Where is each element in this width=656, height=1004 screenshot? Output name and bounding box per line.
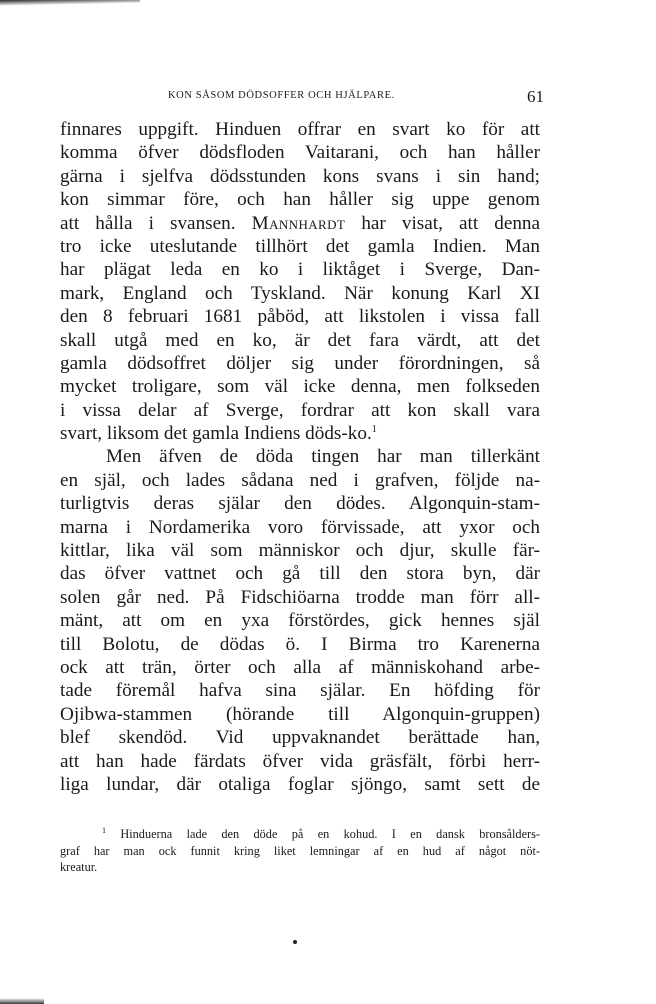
text-line: marna i Nordamerika voro förvissade, att yxor och (60, 516, 540, 538)
footnote-line: graf har man ock funnit kring liket lemningar af en hud af något nöt- (60, 843, 540, 858)
text-line: mycket troligare, som väl icke denna, men folkseden (60, 376, 540, 398)
text-line: skall utgå med en ko, är det fara värdt, att det (60, 329, 540, 351)
text-line: solen går ned. På Fidschiöarna trodde man förr all- (60, 586, 540, 608)
scan-edge-bottom (0, 998, 44, 1004)
author-name: Mannhardt (251, 212, 346, 234)
print-mark (293, 940, 297, 944)
text-line: en själ, och lades sådana ned i grafven, följde na- (60, 469, 540, 491)
text-line: liga lundar, där otaliga foglar sjöngo, samt sett de (60, 773, 540, 795)
text-line (60, 422, 540, 445)
text-line: till Bolotu, de dödas ö. I Birma tro Karenerna (60, 633, 540, 655)
text-line: har plägat leda en ko i liktåget i Sverge, Dan- (60, 259, 540, 281)
text-fragment: att hålla i svansen. (60, 212, 236, 234)
footnote (60, 826, 540, 876)
text-line: kittlar, lika väl som människor och djur, skulle fär- (60, 540, 540, 562)
text-line: mänt, att om en yxa förstördes, gick hennes själ (60, 610, 540, 632)
text-line: tade föremål hafva sina själar. En höfding för (60, 680, 540, 702)
footnote-text: Hinduerna lade den döde på en kohud. I en dansk bronsålders- (120, 827, 540, 841)
text-line: gamla dödsoffret döljer sig under förordningen, så (60, 352, 540, 374)
text-line: att han hade färdats öfver vida gräsfält, förbi herr- (60, 750, 540, 772)
footnote-marker: 1 (102, 826, 106, 835)
body-text (60, 118, 540, 796)
text-fragment: har visat, att denna (361, 212, 541, 234)
text-fragment: svart, liksom det gamla Indiens döds-ko. (60, 423, 372, 445)
text-line: i vissa delar af Sverge, fordrar att kon skall vara (60, 399, 540, 421)
text-line: turligtvis deras själar den dödes. Algonquin-stam- (60, 493, 540, 515)
text-line (60, 212, 540, 235)
text-line: das öfver vattnet och gå till den stora byn, där (60, 563, 540, 585)
text-line: tro icke uteslutande tillhört det gamla Indien. Man (60, 235, 540, 257)
scan-edge-top (0, 0, 140, 6)
text-line: den 8 februari 1681 påböd, att likstolen i vissa fall (60, 306, 540, 328)
text-line: blef skendöd. Vid uppvaknandet berättade han, (60, 727, 540, 749)
page-number: 61 (527, 87, 544, 106)
text-line: finnares uppgift. Hinduen offrar en svart ko för att (60, 119, 540, 140)
text-line: gärna i sjelfva dödsstunden kons svans i sin hand; (60, 165, 540, 187)
footnote-reference: 1 (371, 424, 377, 436)
text-line: komma öfver dödsfloden Vaitarani, och han håller (60, 142, 540, 164)
footnote-line: kreatur. (60, 860, 98, 874)
text-line: mark, England och Tyskland. När konung Karl XI (60, 282, 540, 304)
text-line: ock att trän, örter och alla af människohand arbe- (60, 656, 540, 678)
running-title: KON SÅSOM DÖDSOFFER OCH HJÄLPARE. (168, 90, 395, 101)
paragraph-first-line: Men äfven de döda tingen har man tillerkänt (106, 446, 540, 468)
running-header (60, 87, 544, 110)
footnote-line (60, 826, 540, 843)
text-line: Ojibwa-stammen (hörande till Algonquin-gruppen) (60, 703, 540, 725)
text-line: kon simmar före, och han håller sig uppe genom (60, 189, 540, 211)
